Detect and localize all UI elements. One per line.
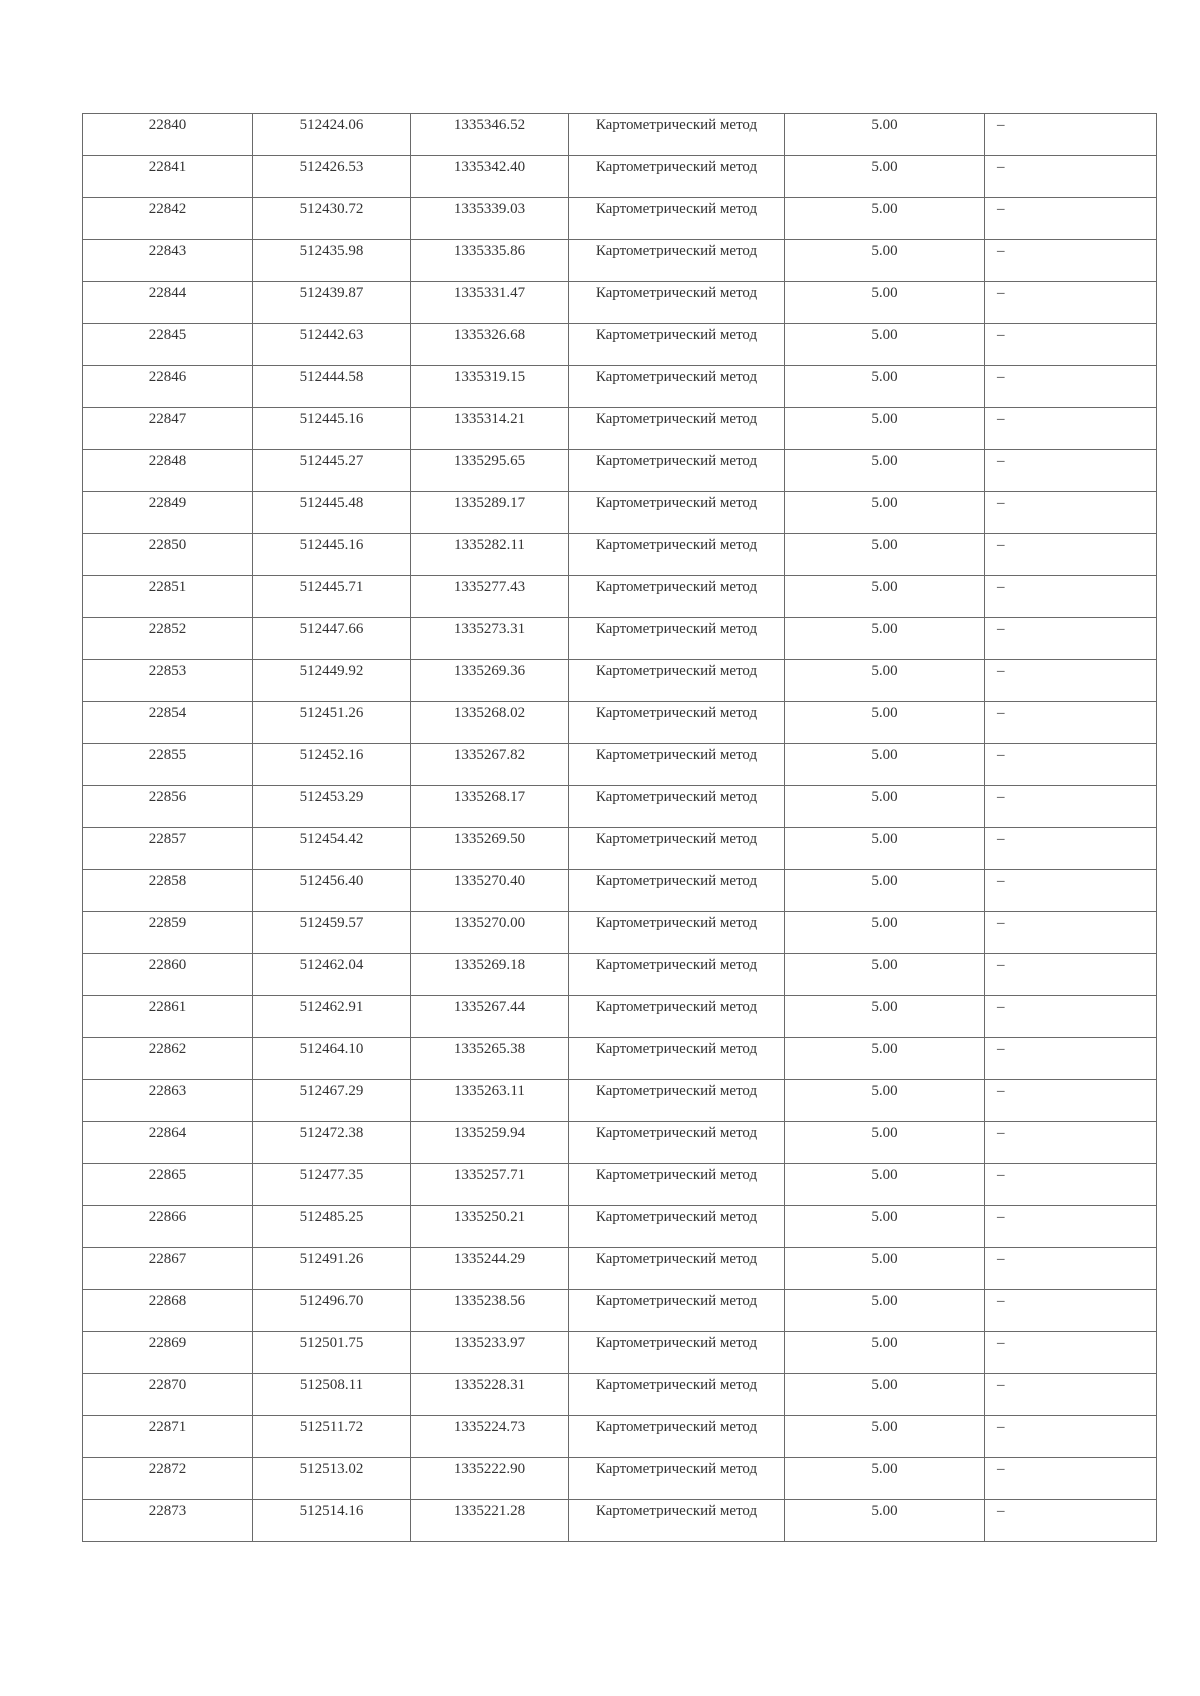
table-row — [83, 324, 1157, 366]
y-coordinate-cell: 1335267.82 — [411, 744, 569, 786]
method-cell: Картометрический метод — [569, 492, 785, 534]
y-coordinate-cell: 1335268.17 — [411, 786, 569, 828]
note-cell: – — [985, 1080, 1157, 1122]
table-row — [83, 912, 1157, 954]
method-cell: Картометрический метод — [569, 1038, 785, 1080]
point-number-cell: 22845 — [83, 324, 253, 366]
y-coordinate-cell: 1335228.31 — [411, 1374, 569, 1416]
x-coordinate-cell: 512496.70 — [253, 1290, 411, 1332]
x-coordinate-cell: 512426.53 — [253, 156, 411, 198]
accuracy-cell: 5.00 — [785, 1290, 985, 1332]
point-number-cell: 22855 — [83, 744, 253, 786]
method-cell: Картометрический метод — [569, 408, 785, 450]
y-coordinate-cell: 1335238.56 — [411, 1290, 569, 1332]
x-coordinate-cell: 512430.72 — [253, 198, 411, 240]
table-row — [83, 1080, 1157, 1122]
accuracy-cell: 5.00 — [785, 114, 985, 156]
note-cell: – — [985, 1500, 1157, 1542]
method-cell: Картометрический метод — [569, 240, 785, 282]
x-coordinate-cell: 512453.29 — [253, 786, 411, 828]
note-cell: – — [985, 324, 1157, 366]
note-cell: – — [985, 1164, 1157, 1206]
accuracy-cell: 5.00 — [785, 1458, 985, 1500]
point-number-cell: 22854 — [83, 702, 253, 744]
table-row — [83, 114, 1157, 156]
x-coordinate-cell: 512435.98 — [253, 240, 411, 282]
y-coordinate-cell: 1335319.15 — [411, 366, 569, 408]
note-cell: – — [985, 870, 1157, 912]
y-coordinate-cell: 1335270.00 — [411, 912, 569, 954]
x-coordinate-cell: 512449.92 — [253, 660, 411, 702]
note-cell: – — [985, 996, 1157, 1038]
accuracy-cell: 5.00 — [785, 1038, 985, 1080]
table-row — [83, 870, 1157, 912]
y-coordinate-cell: 1335221.28 — [411, 1500, 569, 1542]
method-cell: Картометрический метод — [569, 156, 785, 198]
y-coordinate-cell: 1335244.29 — [411, 1248, 569, 1290]
accuracy-cell: 5.00 — [785, 1206, 985, 1248]
point-number-cell: 22873 — [83, 1500, 253, 1542]
y-coordinate-cell: 1335224.73 — [411, 1416, 569, 1458]
accuracy-cell: 5.00 — [785, 1248, 985, 1290]
point-number-cell: 22864 — [83, 1122, 253, 1164]
y-coordinate-cell: 1335269.18 — [411, 954, 569, 996]
table-row — [83, 492, 1157, 534]
method-cell: Картометрический метод — [569, 1290, 785, 1332]
table-row — [83, 828, 1157, 870]
table-row — [83, 240, 1157, 282]
accuracy-cell: 5.00 — [785, 1500, 985, 1542]
point-number-cell: 22849 — [83, 492, 253, 534]
x-coordinate-cell: 512491.26 — [253, 1248, 411, 1290]
x-coordinate-cell: 512477.35 — [253, 1164, 411, 1206]
x-coordinate-cell: 512454.42 — [253, 828, 411, 870]
accuracy-cell: 5.00 — [785, 1080, 985, 1122]
method-cell: Картометрический метод — [569, 996, 785, 1038]
table-row — [83, 1248, 1157, 1290]
accuracy-cell: 5.00 — [785, 1164, 985, 1206]
table-row — [83, 1416, 1157, 1458]
x-coordinate-cell: 512445.16 — [253, 408, 411, 450]
point-number-cell: 22843 — [83, 240, 253, 282]
note-cell: – — [985, 1374, 1157, 1416]
method-cell: Картометрический метод — [569, 366, 785, 408]
accuracy-cell: 5.00 — [785, 1332, 985, 1374]
note-cell: – — [985, 282, 1157, 324]
x-coordinate-cell: 512464.10 — [253, 1038, 411, 1080]
note-cell: – — [985, 1332, 1157, 1374]
method-cell: Картометрический метод — [569, 954, 785, 996]
method-cell: Картометрический метод — [569, 660, 785, 702]
table-row — [83, 1164, 1157, 1206]
method-cell: Картометрический метод — [569, 324, 785, 366]
x-coordinate-cell: 512451.26 — [253, 702, 411, 744]
method-cell: Картометрический метод — [569, 1080, 785, 1122]
y-coordinate-cell: 1335267.44 — [411, 996, 569, 1038]
note-cell: – — [985, 576, 1157, 618]
accuracy-cell: 5.00 — [785, 156, 985, 198]
x-coordinate-cell: 512462.04 — [253, 954, 411, 996]
coordinates-table — [82, 113, 1157, 1542]
accuracy-cell: 5.00 — [785, 1122, 985, 1164]
y-coordinate-cell: 1335295.65 — [411, 450, 569, 492]
method-cell: Картометрический метод — [569, 702, 785, 744]
method-cell: Картометрический метод — [569, 450, 785, 492]
accuracy-cell: 5.00 — [785, 618, 985, 660]
point-number-cell: 22846 — [83, 366, 253, 408]
y-coordinate-cell: 1335342.40 — [411, 156, 569, 198]
table-row — [83, 1374, 1157, 1416]
note-cell: – — [985, 534, 1157, 576]
x-coordinate-cell: 512462.91 — [253, 996, 411, 1038]
x-coordinate-cell: 512445.48 — [253, 492, 411, 534]
y-coordinate-cell: 1335326.68 — [411, 324, 569, 366]
point-number-cell: 22863 — [83, 1080, 253, 1122]
point-number-cell: 22859 — [83, 912, 253, 954]
table-row — [83, 660, 1157, 702]
point-number-cell: 22852 — [83, 618, 253, 660]
y-coordinate-cell: 1335331.47 — [411, 282, 569, 324]
note-cell: – — [985, 366, 1157, 408]
note-cell: – — [985, 156, 1157, 198]
note-cell: – — [985, 912, 1157, 954]
x-coordinate-cell: 512445.16 — [253, 534, 411, 576]
method-cell: Картометрический метод — [569, 828, 785, 870]
table-row — [83, 702, 1157, 744]
point-number-cell: 22861 — [83, 996, 253, 1038]
y-coordinate-cell: 1335270.40 — [411, 870, 569, 912]
accuracy-cell: 5.00 — [785, 870, 985, 912]
y-coordinate-cell: 1335269.36 — [411, 660, 569, 702]
x-coordinate-cell: 512445.27 — [253, 450, 411, 492]
method-cell: Картометрический метод — [569, 1206, 785, 1248]
table-row — [83, 1290, 1157, 1332]
note-cell: – — [985, 618, 1157, 660]
accuracy-cell: 5.00 — [785, 450, 985, 492]
note-cell: – — [985, 1248, 1157, 1290]
point-number-cell: 22870 — [83, 1374, 253, 1416]
note-cell: – — [985, 660, 1157, 702]
point-number-cell: 22851 — [83, 576, 253, 618]
method-cell: Картометрический метод — [569, 744, 785, 786]
note-cell: – — [985, 1122, 1157, 1164]
accuracy-cell: 5.00 — [785, 1416, 985, 1458]
method-cell: Картометрический метод — [569, 282, 785, 324]
y-coordinate-cell: 1335263.11 — [411, 1080, 569, 1122]
point-number-cell: 22841 — [83, 156, 253, 198]
method-cell: Картометрический метод — [569, 1374, 785, 1416]
method-cell: Картометрический метод — [569, 1122, 785, 1164]
table-row — [83, 996, 1157, 1038]
note-cell: – — [985, 828, 1157, 870]
point-number-cell: 22848 — [83, 450, 253, 492]
table-row — [83, 618, 1157, 660]
note-cell: – — [985, 450, 1157, 492]
accuracy-cell: 5.00 — [785, 702, 985, 744]
point-number-cell: 22840 — [83, 114, 253, 156]
table-row — [83, 1206, 1157, 1248]
point-number-cell: 22866 — [83, 1206, 253, 1248]
accuracy-cell: 5.00 — [785, 744, 985, 786]
accuracy-cell: 5.00 — [785, 282, 985, 324]
y-coordinate-cell: 1335257.71 — [411, 1164, 569, 1206]
y-coordinate-cell: 1335273.31 — [411, 618, 569, 660]
x-coordinate-cell: 512485.25 — [253, 1206, 411, 1248]
note-cell: – — [985, 1416, 1157, 1458]
coordinates-table-body — [83, 114, 1157, 1542]
y-coordinate-cell: 1335250.21 — [411, 1206, 569, 1248]
point-number-cell: 22857 — [83, 828, 253, 870]
x-coordinate-cell: 512508.11 — [253, 1374, 411, 1416]
point-number-cell: 22867 — [83, 1248, 253, 1290]
method-cell: Картометрический метод — [569, 534, 785, 576]
x-coordinate-cell: 512444.58 — [253, 366, 411, 408]
point-number-cell: 22862 — [83, 1038, 253, 1080]
accuracy-cell: 5.00 — [785, 534, 985, 576]
accuracy-cell: 5.00 — [785, 660, 985, 702]
point-number-cell: 22847 — [83, 408, 253, 450]
y-coordinate-cell: 1335339.03 — [411, 198, 569, 240]
x-coordinate-cell: 512513.02 — [253, 1458, 411, 1500]
accuracy-cell: 5.00 — [785, 912, 985, 954]
point-number-cell: 22842 — [83, 198, 253, 240]
table-row — [83, 1458, 1157, 1500]
x-coordinate-cell: 512511.72 — [253, 1416, 411, 1458]
note-cell: – — [985, 114, 1157, 156]
y-coordinate-cell: 1335335.86 — [411, 240, 569, 282]
method-cell: Картометрический метод — [569, 870, 785, 912]
point-number-cell: 22872 — [83, 1458, 253, 1500]
x-coordinate-cell: 512424.06 — [253, 114, 411, 156]
table-row — [83, 576, 1157, 618]
x-coordinate-cell: 512452.16 — [253, 744, 411, 786]
table-row — [83, 1038, 1157, 1080]
table-row — [83, 408, 1157, 450]
note-cell: – — [985, 744, 1157, 786]
x-coordinate-cell: 512445.71 — [253, 576, 411, 618]
table-row — [83, 1332, 1157, 1374]
point-number-cell: 22868 — [83, 1290, 253, 1332]
x-coordinate-cell: 512514.16 — [253, 1500, 411, 1542]
method-cell: Картометрический метод — [569, 1332, 785, 1374]
y-coordinate-cell: 1335233.97 — [411, 1332, 569, 1374]
x-coordinate-cell: 512447.66 — [253, 618, 411, 660]
point-number-cell: 22853 — [83, 660, 253, 702]
y-coordinate-cell: 1335222.90 — [411, 1458, 569, 1500]
method-cell: Картометрический метод — [569, 618, 785, 660]
x-coordinate-cell: 512456.40 — [253, 870, 411, 912]
table-row — [83, 1122, 1157, 1164]
method-cell: Картометрический метод — [569, 1248, 785, 1290]
method-cell: Картометрический метод — [569, 576, 785, 618]
method-cell: Картометрический метод — [569, 198, 785, 240]
accuracy-cell: 5.00 — [785, 492, 985, 534]
note-cell: – — [985, 702, 1157, 744]
accuracy-cell: 5.00 — [785, 954, 985, 996]
table-row — [83, 450, 1157, 492]
y-coordinate-cell: 1335346.52 — [411, 114, 569, 156]
y-coordinate-cell: 1335277.43 — [411, 576, 569, 618]
method-cell: Картометрический метод — [569, 1500, 785, 1542]
y-coordinate-cell: 1335259.94 — [411, 1122, 569, 1164]
note-cell: – — [985, 954, 1157, 996]
table-row — [83, 744, 1157, 786]
point-number-cell: 22869 — [83, 1332, 253, 1374]
table-row — [83, 366, 1157, 408]
note-cell: – — [985, 1290, 1157, 1332]
note-cell: – — [985, 1206, 1157, 1248]
x-coordinate-cell: 512459.57 — [253, 912, 411, 954]
point-number-cell: 22860 — [83, 954, 253, 996]
method-cell: Картометрический метод — [569, 786, 785, 828]
accuracy-cell: 5.00 — [785, 198, 985, 240]
method-cell: Картометрический метод — [569, 114, 785, 156]
x-coordinate-cell: 512472.38 — [253, 1122, 411, 1164]
accuracy-cell: 5.00 — [785, 408, 985, 450]
method-cell: Картометрический метод — [569, 1416, 785, 1458]
accuracy-cell: 5.00 — [785, 828, 985, 870]
table-row — [83, 156, 1157, 198]
point-number-cell: 22844 — [83, 282, 253, 324]
y-coordinate-cell: 1335282.11 — [411, 534, 569, 576]
point-number-cell: 22865 — [83, 1164, 253, 1206]
note-cell: – — [985, 1038, 1157, 1080]
note-cell: – — [985, 492, 1157, 534]
point-number-cell: 22850 — [83, 534, 253, 576]
y-coordinate-cell: 1335269.50 — [411, 828, 569, 870]
accuracy-cell: 5.00 — [785, 240, 985, 282]
table-row — [83, 282, 1157, 324]
x-coordinate-cell: 512467.29 — [253, 1080, 411, 1122]
table-row — [83, 534, 1157, 576]
y-coordinate-cell: 1335314.21 — [411, 408, 569, 450]
note-cell: – — [985, 408, 1157, 450]
table-row — [83, 1500, 1157, 1542]
note-cell: – — [985, 198, 1157, 240]
method-cell: Картометрический метод — [569, 1458, 785, 1500]
accuracy-cell: 5.00 — [785, 324, 985, 366]
accuracy-cell: 5.00 — [785, 366, 985, 408]
table-row — [83, 198, 1157, 240]
note-cell: – — [985, 786, 1157, 828]
method-cell: Картометрический метод — [569, 1164, 785, 1206]
point-number-cell: 22858 — [83, 870, 253, 912]
table-row — [83, 954, 1157, 996]
point-number-cell: 22871 — [83, 1416, 253, 1458]
point-number-cell: 22856 — [83, 786, 253, 828]
accuracy-cell: 5.00 — [785, 576, 985, 618]
accuracy-cell: 5.00 — [785, 996, 985, 1038]
x-coordinate-cell: 512501.75 — [253, 1332, 411, 1374]
x-coordinate-cell: 512442.63 — [253, 324, 411, 366]
x-coordinate-cell: 512439.87 — [253, 282, 411, 324]
y-coordinate-cell: 1335268.02 — [411, 702, 569, 744]
note-cell: – — [985, 240, 1157, 282]
table-row — [83, 786, 1157, 828]
note-cell: – — [985, 1458, 1157, 1500]
y-coordinate-cell: 1335289.17 — [411, 492, 569, 534]
method-cell: Картометрический метод — [569, 912, 785, 954]
accuracy-cell: 5.00 — [785, 786, 985, 828]
y-coordinate-cell: 1335265.38 — [411, 1038, 569, 1080]
accuracy-cell: 5.00 — [785, 1374, 985, 1416]
